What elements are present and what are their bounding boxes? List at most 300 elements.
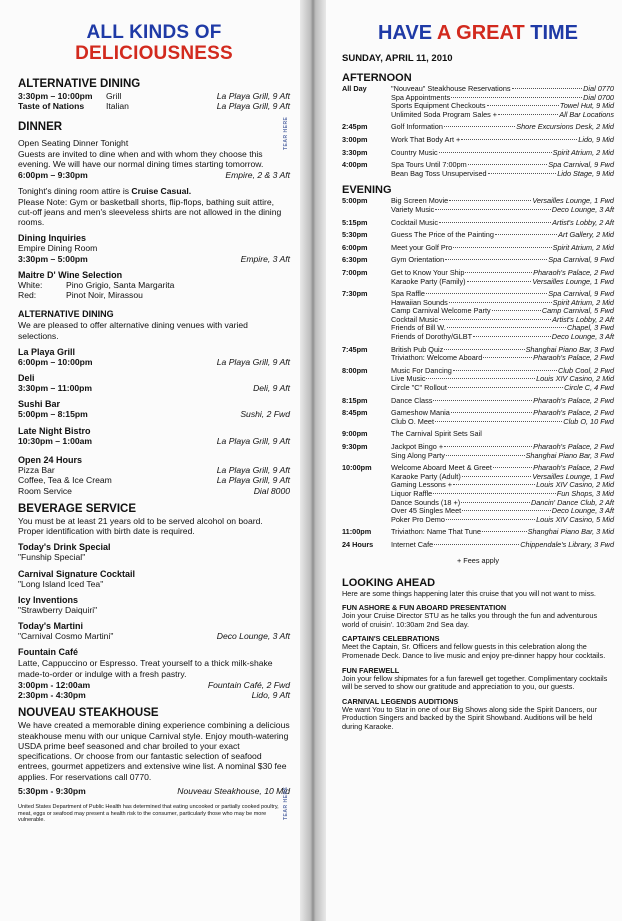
slot-items: [391, 443, 614, 460]
event-name: Live Music: [391, 374, 426, 384]
leader-dots: [453, 370, 557, 371]
schedule-slot: [342, 197, 614, 214]
event-location: Deco Lounge, 3 Aft: [551, 204, 614, 214]
cafe-row: [18, 680, 290, 690]
open24-item: Room Service: [18, 485, 72, 496]
slot-time: 7:00pm: [342, 267, 368, 277]
venue-block: [18, 373, 290, 393]
event-location: Deco Lounge, 3 Aft: [551, 332, 614, 342]
steakhouse-row: [18, 786, 290, 796]
event-line: [391, 123, 614, 132]
looking-ahead-item: [342, 666, 614, 692]
event-line: [391, 149, 614, 158]
slot-items: [391, 197, 614, 214]
leader-dots: [445, 259, 547, 260]
leader-dots: [435, 209, 551, 210]
leader-dots: [451, 412, 532, 413]
venue-location: La Playa Grill, 9 Aft: [216, 435, 290, 446]
wine-row: [18, 280, 290, 290]
event-line: [391, 452, 614, 461]
alt-dining-row: [18, 91, 290, 101]
slot-time: 7:45pm: [342, 344, 368, 354]
event-name: Liquor Raffle: [391, 488, 433, 498]
event-location: Spirit Atrium, 2 Mid: [552, 297, 614, 307]
slot-items: [391, 430, 614, 439]
event-location: Pharaoh's Palace, 2 Fwd: [533, 463, 614, 473]
event-location: Shanghai Piano Bar, 3 Fwd: [525, 450, 614, 460]
event-location: Club O, 10 Fwd: [563, 416, 614, 426]
wine-value: Pinot Noir, Mirassou: [66, 290, 143, 301]
leader-dots: [473, 336, 551, 337]
schedule-slot: [342, 367, 614, 393]
drink-row: [18, 631, 290, 641]
schedule-slot: [342, 219, 614, 228]
slot-time: 6:30pm: [342, 255, 368, 265]
event-line: [391, 136, 614, 145]
left-title: [18, 22, 290, 64]
tear-here-label: TEAR HERE: [283, 116, 289, 150]
dinner-time-row: [18, 170, 290, 180]
left-title-line2: DELICIOUSNESS: [75, 43, 233, 64]
event-location: Spa Carnival, 9 Fwd: [548, 255, 614, 265]
looking-ahead-body: Meet the Captain, Sr. Officers and fellow guests in this celebration along the Promenade Deck. Dance to live music and enjoy pre-dinner happy hour cocktails.: [342, 642, 606, 660]
slot-time: 5:15pm: [342, 217, 368, 227]
drink-title: Today's Drink Special: [18, 542, 111, 553]
leader-dots: [453, 484, 535, 485]
dinner-note: Please Note: Gym or basketball shorts, flip-flops, bathing suit attire, cut-off jeans and men's sleeveless shirts are not allowed in the dining rooms.: [18, 196, 282, 228]
leader-dots: [446, 519, 535, 520]
wine-row: [18, 290, 290, 300]
event-line: [391, 516, 614, 525]
event-name: Karaoke Party (Family): [391, 276, 466, 286]
leader-dots: [451, 97, 582, 98]
looking-ahead-title: CAPTAIN'S CELEBRATIONS: [342, 634, 440, 644]
slot-items: [391, 269, 614, 286]
leader-dots: [439, 152, 552, 153]
leader-dots: [462, 510, 551, 511]
slot-time: 2:45pm: [342, 122, 368, 132]
looking-ahead-body: Join your fellow shipmates for a fun farewell get together. Complimentary cocktails will be served to show our gratitude and appreciation to you, our guests.: [342, 673, 608, 692]
leader-dots: [482, 531, 527, 532]
venue-block: [18, 399, 290, 419]
event-location: Artist's Lobby, 2 Aft: [552, 314, 614, 324]
looking-ahead-heading: LOOKING AHEAD: [342, 576, 436, 589]
event-line: [391, 384, 614, 393]
leader-dots: [498, 114, 558, 115]
drink-row: [18, 552, 290, 562]
cafe-time: 2:30pm - 4:30pm: [18, 690, 86, 701]
alt-dining-row: [18, 101, 290, 111]
dinner-body: Guests are invited to dine when and with whom they choose this evening. We will have our normal dining times starting tomorrow.: [18, 148, 264, 169]
event-line: [391, 256, 614, 265]
schedule-slot: [342, 464, 614, 524]
event-line: [391, 333, 614, 342]
slot-time: 3:00pm: [342, 134, 368, 144]
slot-time: 9:00pm: [342, 429, 368, 439]
event-line: [391, 219, 614, 228]
event-line: [391, 206, 614, 215]
event-location: Lido Stage, 9 Mid: [557, 168, 614, 178]
leader-dots: [439, 222, 551, 223]
drink-value: "Carnival Cosmo Martini": [18, 631, 114, 642]
looking-ahead-item: [342, 697, 614, 732]
event-location: Deco Lounge, 3 Aft: [551, 506, 614, 516]
inquiries-time: 3:30pm – 5:00pm: [18, 253, 88, 264]
venue-row: [18, 409, 290, 419]
leader-dots: [439, 319, 551, 320]
event-line: [391, 430, 614, 439]
dinner-venue: Empire, 2 & 3 Aft: [225, 170, 290, 181]
cafe-heading: Fountain Café: [18, 647, 78, 658]
slot-time: 10:00pm: [342, 463, 372, 473]
slot-items: [391, 256, 614, 265]
slot-items: [391, 136, 614, 145]
venue-location: Deli, 9 Aft: [253, 383, 290, 394]
open24-venue: La Playa Grill, 9 Aft: [216, 475, 290, 486]
slot-items: [391, 409, 614, 426]
slot-items: [391, 219, 614, 228]
right-title-word2: A GREAT: [436, 22, 525, 44]
slot-items: [391, 528, 614, 537]
schedule-slot: [342, 244, 614, 253]
event-name: Cocktail Music: [391, 314, 439, 324]
event-location: Versailles Lounge, 1 Fwd: [532, 196, 614, 206]
schedule-slot: [342, 397, 614, 406]
event-line: [391, 231, 614, 240]
schedule-slot: [342, 256, 614, 265]
dinner-heading: DINNER: [18, 120, 63, 133]
drink-value: "Long Island Iced Tea": [18, 578, 104, 589]
looking-ahead-title: FUN ASHORE & FUN ABOARD PRESENTATION: [342, 603, 507, 613]
event-location: Louis XIV Casino, 2 Mid: [536, 480, 614, 490]
event-name: Gameshow Mania: [391, 408, 450, 418]
event-name: Spa Appointments: [391, 92, 451, 102]
drink-value: "Funship Special": [18, 552, 86, 563]
event-location: Spa Carnival, 9 Fwd: [548, 160, 614, 170]
event-location: Versailles Lounge, 1 Fwd: [532, 276, 614, 286]
steakhouse-body: We have created a memorable dining experience combining a delicious steakhouse menu with our unique Carnival style. Enjoy mouth-watering USDA prime beef seasoned and char broiled to your exact specifications. Or choose from our fantastic selection of seafood entrees, gourmet appetizers and extensive wine list. A nominal $30 fee applies. For reservations call 0770.: [18, 720, 290, 782]
event-location: Pharaoh's Palace, 2 Fwd: [533, 408, 614, 418]
drink-row: [18, 579, 290, 589]
health-note: United States Department of Public Health has determined that eating uncooked or partially cooked poultry, meat, eggs or seafood may present a health risk to the consumer, particularly those who may be more vulnerable.: [18, 804, 279, 824]
fees-note: + Fees apply: [457, 555, 499, 565]
venue-block: [18, 347, 290, 367]
leader-dots: [426, 378, 535, 379]
cafe-venue: Lido, 9 Aft: [251, 690, 290, 701]
event-name: Cocktail Music: [391, 217, 439, 227]
leader-dots: [487, 105, 559, 106]
dinner-attire: [18, 186, 290, 196]
wine-label: White:: [18, 279, 43, 290]
schedule-slot: [342, 149, 614, 158]
venue-name: La Playa Grill: [18, 346, 76, 357]
slot-items: [391, 149, 614, 158]
event-line: [391, 278, 614, 287]
open24-row: [18, 486, 290, 496]
evening-schedule: [342, 197, 614, 549]
leader-dots: [435, 421, 562, 422]
leader-dots: [468, 164, 548, 165]
slot-time: All Day: [342, 84, 367, 93]
left-title-line1: ALL KINDS OF: [86, 22, 222, 43]
event-name: Karaoke Party (Adult): [391, 471, 461, 481]
leader-dots: [465, 272, 532, 273]
cafe-row: [18, 690, 290, 700]
looking-ahead-item: [342, 634, 614, 660]
event-name: Jackpot Bingo +: [391, 442, 444, 451]
leader-dots: [453, 247, 551, 248]
leader-dots: [426, 293, 547, 294]
cafe-time: 3:00pm - 12:00am: [18, 679, 91, 690]
schedule-slot: [342, 123, 614, 132]
slot-time: 6:00pm: [342, 242, 368, 252]
open24-venue: La Playa Grill, 9 Aft: [216, 465, 290, 475]
event-location: Pharaoh's Palace, 2 Fwd: [533, 442, 614, 451]
event-location: Pharaoh's Palace, 2 Fwd: [533, 395, 614, 405]
event-name: Friends of Dorothy/GLBT: [391, 332, 473, 342]
wine-label: Red:: [18, 290, 37, 301]
leader-dots: [444, 446, 532, 447]
beverage-heading: BEVERAGE SERVICE: [18, 502, 137, 515]
drink-title: Icy Inventions: [18, 594, 79, 605]
event-location: Dial 0700: [583, 92, 614, 102]
event-line: [391, 397, 614, 406]
event-name: Guess The Price of the Painting: [391, 230, 494, 240]
venue-row: [18, 436, 290, 446]
slot-time: 4:00pm: [342, 160, 368, 170]
event-location: Shore Excursions Desk, 2 Mid: [516, 122, 614, 132]
venue-time: 3:30pm – 11:00pm: [18, 383, 93, 394]
looking-ahead-item: [342, 603, 614, 629]
row-name: Italian: [106, 101, 129, 112]
open24-row: [18, 475, 290, 485]
venue-name: Deli: [18, 373, 35, 384]
venue-row: [18, 357, 290, 367]
event-line: [391, 111, 614, 120]
event-name: Spa Tours Until 7:00pm: [391, 160, 467, 170]
event-location: Versailles Lounge, 1 Fwd: [532, 471, 614, 481]
venue-time: 6:00pm – 10:00pm: [18, 356, 93, 367]
slot-items: [391, 541, 614, 550]
inquiries-heading: Dining Inquiries: [18, 233, 87, 244]
leader-dots: [433, 400, 532, 401]
slot-time: 5:00pm: [342, 196, 368, 206]
event-location: Chapel, 3 Fwd: [566, 323, 614, 333]
event-location: Circle C, 4 Fwd: [564, 383, 614, 393]
event-name: The Carnival Spirit Sets Sail: [391, 429, 482, 439]
event-name: Friends of Bill W.: [391, 323, 446, 333]
venue-location: Sushi, 2 Fwd: [240, 409, 290, 420]
event-line: [391, 244, 614, 253]
slot-time: 11:00pm: [342, 527, 372, 537]
cafe-venue: Fountain Café, 2 Fwd: [207, 679, 290, 690]
schedule-slot: [342, 136, 614, 145]
event-location: Artist's Lobby, 2 Aft: [552, 217, 614, 227]
slot-items: [391, 244, 614, 253]
right-title: [342, 22, 614, 45]
schedule-slot: [342, 443, 614, 460]
open24-heading: Open 24 Hours: [18, 455, 83, 465]
slot-items: [391, 161, 614, 178]
event-name: Welcome Aboard Meet & Greet: [391, 463, 492, 473]
dinner-intro: Open Seating Dinner Tonight: [18, 137, 129, 148]
leader-dots: [467, 281, 532, 282]
event-name: Music For Dancing: [391, 365, 452, 375]
event-location: Dial 0770: [583, 84, 614, 93]
slot-items: [391, 367, 614, 393]
attire-value: Cruise Casual.: [131, 185, 192, 196]
event-location: Camp Carnival, 5 Fwd: [541, 306, 614, 316]
slot-items: [391, 346, 614, 363]
event-line: [391, 528, 614, 537]
leader-dots: [434, 544, 519, 545]
alt-dining-heading: ALTERNATIVE DINING: [18, 78, 141, 90]
event-location: Club Cool, 2 Fwd: [558, 365, 614, 375]
leader-dots: [483, 357, 532, 358]
alt-dining2-body: We are pleased to offer alternative dining venues with varied selections.: [18, 320, 248, 341]
event-location: Dancin' Dance Club, 2 Aft: [530, 497, 614, 507]
alt-dining2-heading: ALTERNATIVE DINING: [18, 309, 114, 320]
alt-dining-rows: [18, 91, 290, 112]
slot-items: [391, 290, 614, 342]
slot-time: 8:00pm: [342, 365, 368, 375]
event-name: Hawaiian Sounds: [391, 297, 448, 307]
event-line: [391, 170, 614, 179]
afternoon-heading: AFTERNOON: [342, 72, 412, 84]
schedule-slot: [342, 430, 614, 439]
looking-ahead-body: We want You to Star in one of our Big Shows along side the Spirit Dancers, our Production Singers and backed by the Spirit Showband. Auditions will be held during Karaoke.: [342, 704, 597, 731]
open24-venue: Dial 8000: [253, 485, 290, 496]
event-name: Sports Equipment Checkouts: [391, 101, 486, 111]
slot-time: 8:45pm: [342, 408, 368, 418]
slot-time: 9:30pm: [342, 442, 368, 451]
leader-dots: [512, 88, 583, 89]
event-name: Get to Know Your Ship: [391, 267, 465, 277]
page-fold: [300, 0, 326, 921]
venue-location: La Playa Grill, 9 Aft: [216, 356, 290, 367]
schedule-slot: [342, 161, 614, 178]
event-name: Sing Along Party: [391, 450, 445, 460]
cafe-body: Latte, Cappuccino or Espresso. Treat yourself to a thick milk-shake made-to-order or indulge with a fresh pastry.: [18, 658, 273, 679]
afternoon-schedule: [342, 85, 614, 178]
event-location: Louis XIV Casino, 5 Mid: [536, 514, 614, 524]
venue-name: Sushi Bar: [18, 399, 61, 410]
right-page: [326, 0, 622, 921]
leader-dots: [447, 327, 566, 328]
event-location: Shanghai Piano Bar, 3 Fwd: [525, 344, 614, 354]
event-name: Dance Class: [391, 395, 433, 405]
row-time: 3:30pm – 10:00pm: [18, 91, 93, 101]
slot-items: [391, 85, 614, 119]
right-title-word3: TIME: [530, 22, 579, 44]
schedule-slot: [342, 231, 614, 240]
slot-time: 5:30pm: [342, 230, 368, 240]
event-location: Towel Hut, 9 Mid: [559, 101, 614, 111]
venue-name: Late Night Bistro: [18, 425, 91, 436]
event-name: Spa Raffle: [391, 289, 425, 299]
schedule-slot: [342, 269, 614, 286]
row-name: Grill: [106, 91, 122, 101]
evening-heading: EVENING: [342, 184, 392, 197]
event-location: Spirit Atrium, 2 Mid: [552, 242, 614, 252]
inquiries-place: Empire Dining Room: [18, 243, 98, 254]
event-name: Country Music: [391, 147, 438, 157]
looking-ahead-title: CARNIVAL LEGENDS AUDITIONS: [342, 696, 459, 706]
leader-dots: [449, 302, 552, 303]
leader-dots: [448, 387, 563, 388]
steakhouse-venue: Nouveau Steakhouse, 10 Mid: [177, 785, 290, 796]
slot-time: 24 Hours: [342, 539, 374, 549]
event-name: Gym Orientation: [391, 255, 445, 265]
drink-value: "Strawberry Daiquiri": [18, 604, 98, 615]
attire-prefix: Tonight's dining room attire is: [18, 185, 132, 196]
leader-dots: [461, 139, 577, 140]
wine-value: Pino Grigio, Santa Margarita: [66, 279, 175, 290]
event-name: Circle "C" Rollout: [391, 383, 447, 393]
drink-row: [18, 605, 290, 615]
leader-dots: [444, 349, 524, 350]
event-location: Art Gallery, 2 Mid: [558, 230, 614, 240]
event-name: Internet Cafe: [391, 539, 434, 549]
looking-ahead-intro: Here are some things happening later this cruise that you will not want to miss.: [342, 588, 596, 598]
row-time: Taste of Nations: [18, 101, 85, 112]
event-name: Variety Music: [391, 204, 435, 214]
event-name: Big Screen Movie: [391, 196, 449, 206]
schedule-slot: [342, 290, 614, 342]
event-name: "Nouveau" Steakhouse Reservations: [391, 84, 511, 93]
schedule-slot: [342, 85, 614, 119]
schedule-slot: [342, 541, 614, 550]
schedule-slot: [342, 409, 614, 426]
left-page: [0, 0, 300, 921]
row-venue: La Playa Grill, 9 Aft: [216, 101, 290, 112]
event-name: Triviathon: Welcome Aboard: [391, 353, 483, 363]
schedule-slot: [342, 346, 614, 363]
event-name: Dance Sounds (18 +): [391, 497, 461, 507]
leader-dots: [444, 126, 515, 127]
event-location: Shanghai Piano Bar, 3 Mid: [527, 527, 614, 537]
event-location: Louis XIV Casino, 2 Mid: [536, 374, 614, 384]
event-line: [391, 541, 614, 550]
event-name: Triviathon: Name That Tune: [391, 527, 482, 537]
event-name: Over 45 Singles Meet: [391, 506, 462, 516]
event-name: Work That Body Art +: [391, 134, 461, 144]
slot-time: 8:15pm: [342, 395, 368, 405]
event-name: Gaming Lessons +: [391, 480, 453, 490]
beverage-body: You must be at least 21 years old to be served alcohol on board. Proper identification with birth date is required.: [18, 515, 263, 537]
steakhouse-heading: NOUVEAU STEAKHOUSE: [18, 707, 159, 720]
leader-dots: [492, 310, 541, 311]
event-location: Fun Shops, 3 Mid: [556, 488, 614, 498]
event-location: Chippendale's Library, 3 Fwd: [520, 539, 614, 549]
right-title-word1: HAVE: [377, 22, 433, 44]
leader-dots: [488, 173, 557, 174]
open24-item: Coffee, Tea & Ice Cream: [18, 475, 112, 486]
event-name: Unlimited Soda Program Sales +: [391, 109, 498, 119]
venue-row: [18, 383, 290, 393]
event-location: Lido, 9 Mid: [578, 134, 614, 144]
event-name: Bean Bag Toss Unsupervised: [391, 168, 487, 178]
tear-here-label: TEAR HERE: [283, 786, 289, 820]
leader-dots: [446, 455, 525, 456]
wine-heading: Maitre D' Wine Selection: [18, 269, 123, 280]
row-venue: La Playa Grill, 9 Aft: [216, 91, 290, 101]
leader-dots: [493, 467, 532, 468]
drink-title: Carnival Signature Cocktail: [18, 568, 136, 579]
event-location: Pharaoh's Palace, 2 Fwd: [533, 267, 614, 277]
event-name: Poker Pro Demo: [391, 514, 445, 524]
slot-items: [391, 231, 614, 240]
